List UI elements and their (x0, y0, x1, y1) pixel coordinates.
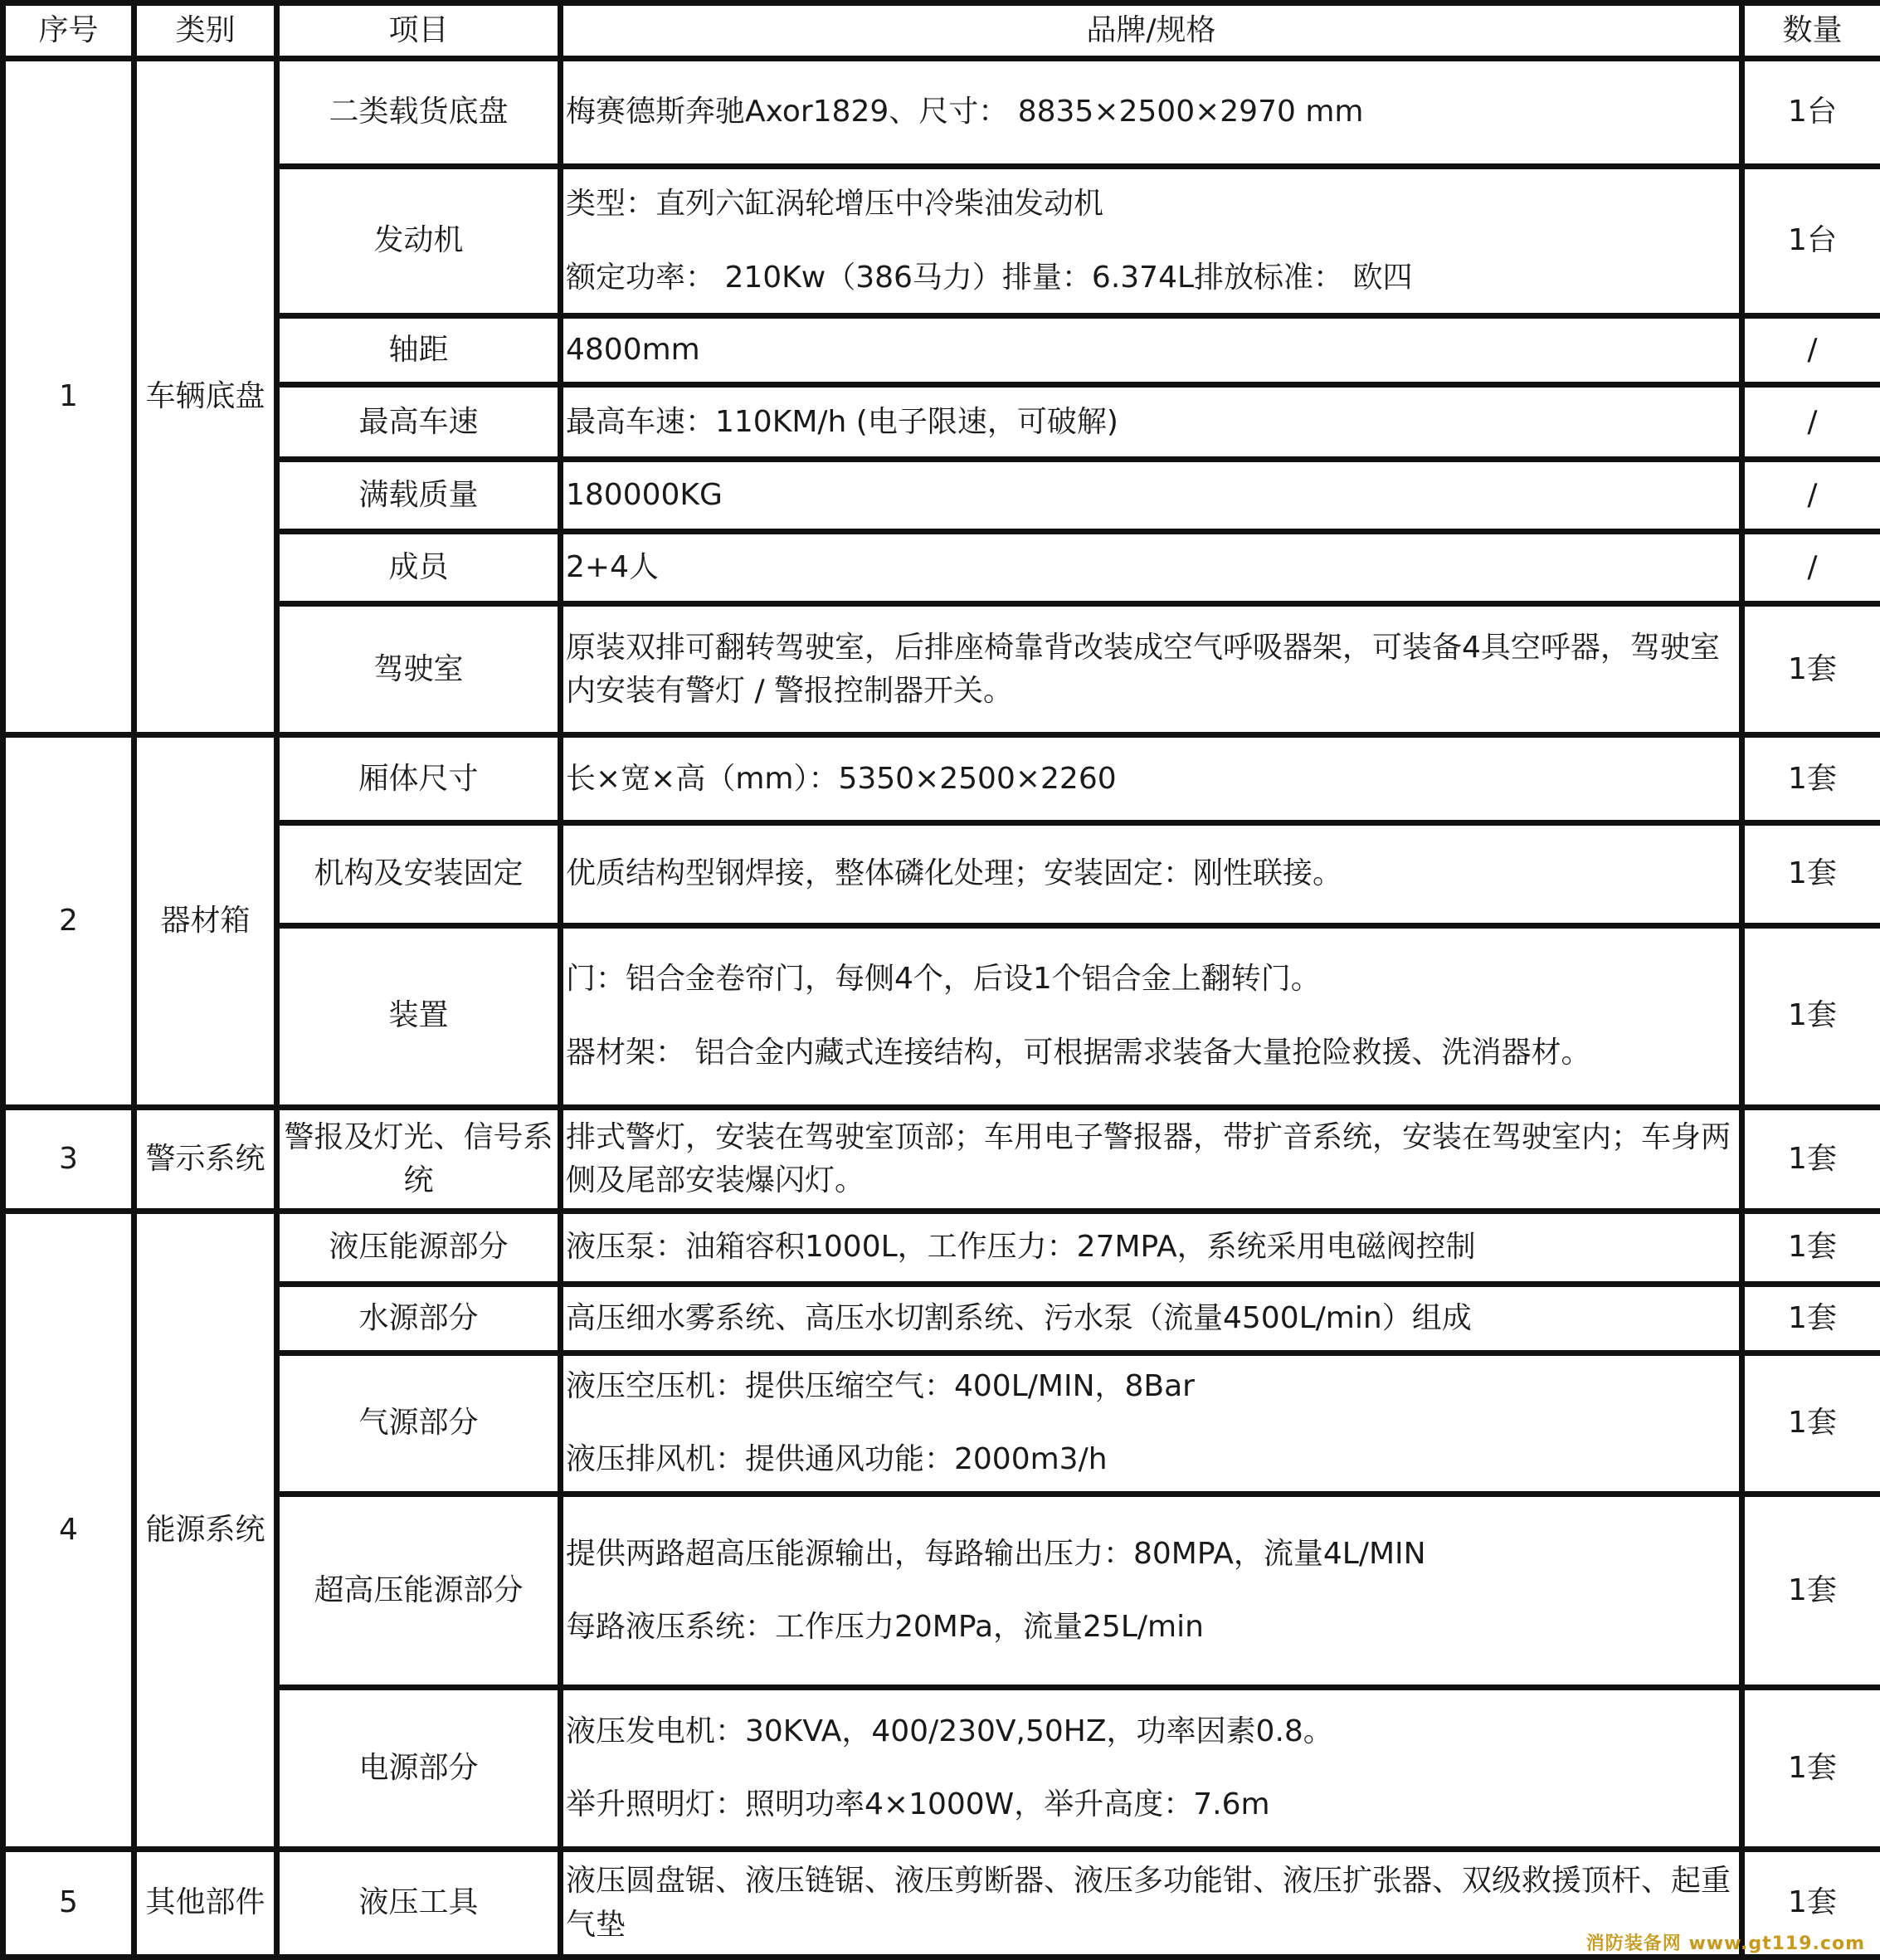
quantity-cell: / (1742, 385, 1880, 459)
group-number: 1 (3, 59, 134, 735)
table-row (3, 1284, 1880, 1353)
quantity-cell: 1台 (1742, 166, 1880, 316)
quantity-cell: 1套 (1742, 1107, 1880, 1212)
group-number: 5 (3, 1850, 134, 1958)
item-cell: 装置 (277, 925, 561, 1107)
spec-cell (561, 925, 1742, 1107)
item-cell: 警报及灯光、信号系统 (277, 1107, 561, 1212)
table-row (3, 1353, 1880, 1494)
spec-line: 类型：直列六缸涡轮增压中冷柴油发动机 (566, 187, 1104, 222)
spec-line: 最高车速：110KM/h (电子限速，可破解) (566, 404, 1118, 439)
spec-line: 液压圆盘锯、液压链锯、液压剪断器、液压多功能钳、液压扩张器、双级救援顶杆、起重气垫 (566, 1864, 1731, 1942)
spec-line: 举升照明灯：照明功率4×1000W，举升高度：7.6m (566, 1787, 1270, 1822)
group-category: 其他部件 (134, 1850, 277, 1958)
spec-line: 长×宽×高（mm）：5350×2500×2260 (566, 761, 1117, 796)
header-row (3, 3, 1880, 59)
table-row (3, 531, 1880, 603)
quantity-cell: / (1742, 459, 1880, 531)
group-category: 警示系统 (134, 1107, 277, 1212)
item-cell: 水源部分 (277, 1284, 561, 1353)
spec-cell (561, 1284, 1742, 1353)
table-row (3, 459, 1880, 531)
header-item: 项目 (277, 3, 561, 59)
table-row (3, 166, 1880, 316)
item-cell: 轴距 (277, 316, 561, 385)
table-row (3, 735, 1880, 822)
spec-line: 优质结构型钢焊接，整体磷化处理；安装固定：刚性联接。 (566, 856, 1343, 891)
header-no: 序号 (3, 3, 134, 59)
quantity-cell: 1套 (1742, 1353, 1880, 1494)
quantity-cell: 1套 (1742, 1494, 1880, 1688)
item-cell: 电源部分 (277, 1688, 561, 1850)
spec-cell (561, 1494, 1742, 1688)
spec-line: 液压发电机：30KVA，400/230V,50HZ，功率因素0.8。 (566, 1714, 1333, 1749)
spec-cell (561, 822, 1742, 925)
spec-line: 液压泵：油箱容积1000L，工作压力：27MPA，系统采用电磁阀控制 (566, 1230, 1476, 1265)
group-category: 能源系统 (134, 1212, 277, 1850)
item-cell: 气源部分 (277, 1353, 561, 1494)
item-cell: 液压能源部分 (277, 1212, 561, 1284)
header-category: 类别 (134, 3, 277, 59)
spec-line: 提供两路超高压能源输出，每路输出压力：80MPA，流量4L/MIN (566, 1537, 1426, 1572)
spec-cell (561, 316, 1742, 385)
quantity-cell: 1套 (1742, 735, 1880, 822)
header-qty: 数量 (1742, 3, 1880, 59)
spec-line: 额定功率： 210Kw（386马力）排量：6.374L排放标准： 欧四 (566, 260, 1413, 295)
table-row (3, 1688, 1880, 1850)
table-row (3, 822, 1880, 925)
spec-line: 180000KG (566, 477, 723, 512)
quantity-cell: 1套 (1742, 1212, 1880, 1284)
spec-cell (561, 735, 1742, 822)
item-cell: 驾驶室 (277, 604, 561, 735)
table-row (3, 925, 1880, 1107)
item-cell: 二类载货底盘 (277, 59, 561, 167)
table-row (3, 1494, 1880, 1688)
item-cell: 机构及安装固定 (277, 822, 561, 925)
spec-line: 4800mm (566, 333, 700, 368)
spec-cell (561, 1850, 1742, 1958)
spec-cell (561, 1107, 1742, 1212)
table-row (3, 316, 1880, 385)
spec-cell (561, 459, 1742, 531)
group-number: 2 (3, 735, 134, 1107)
spec-line: 液压空压机：提供压缩空气：400L/MIN，8Bar (566, 1369, 1195, 1404)
spec-line: 每路液压系统：工作压力20MPa，流量25L/min (566, 1610, 1204, 1645)
spec-line: 门：铝合金卷帘门，每侧4个，后设1个铝合金上翻转门。 (566, 962, 1321, 997)
spec-cell (561, 1353, 1742, 1494)
group-number: 4 (3, 1212, 134, 1850)
spec-cell (561, 531, 1742, 603)
item-cell: 超高压能源部分 (277, 1494, 561, 1688)
table-row (3, 1212, 1880, 1284)
quantity-cell: 1套 (1742, 925, 1880, 1107)
table-row (3, 385, 1880, 459)
spec-cell (561, 166, 1742, 316)
item-cell: 满载质量 (277, 459, 561, 531)
spec-line: 2+4人 (566, 549, 659, 584)
spec-cell (561, 604, 1742, 735)
spec-cell (561, 1212, 1742, 1284)
quantity-cell: 1套 (1742, 822, 1880, 925)
header-spec: 品牌/规格 (561, 3, 1742, 59)
quantity-cell: / (1742, 316, 1880, 385)
table-row (3, 604, 1880, 735)
table-row (3, 59, 1880, 167)
spec-line: 液压排风机：提供通风功能：2000m3/h (566, 1442, 1108, 1477)
spec-cell (561, 1688, 1742, 1850)
item-cell: 发动机 (277, 166, 561, 316)
spec-line: 器材架： 铝合金内藏式连接结构，可根据需求装备大量抢险救援、洗消器材。 (566, 1035, 1591, 1070)
quantity-cell: 1台 (1742, 59, 1880, 167)
spec-cell (561, 385, 1742, 459)
table-row (3, 1107, 1880, 1212)
item-cell: 最高车速 (277, 385, 561, 459)
quantity-cell: 1套 (1742, 1850, 1880, 1958)
watermark-logo: 消防装备网 www.gt119.com (1585, 1933, 1865, 1954)
item-cell: 成员 (277, 531, 561, 603)
quantity-cell: 1套 (1742, 1284, 1880, 1353)
spec-cell (561, 59, 1742, 167)
spec-line: 原装双排可翻转驾驶室，后排座椅靠背改装成空气呼吸器架，可装备4具空呼器，驾驶室内安装有警灯 / 警报控制器开关。 (566, 630, 1720, 708)
group-category: 器材箱 (134, 735, 277, 1107)
item-cell: 厢体尺寸 (277, 735, 561, 822)
group-category: 车辆底盘 (134, 59, 277, 735)
quantity-cell: 1套 (1742, 604, 1880, 735)
quantity-cell: 1套 (1742, 1688, 1880, 1850)
spec-line: 梅赛德斯奔驰Axor1829、尺寸： 8835×2500×2970 mm (566, 95, 1364, 129)
quantity-cell: / (1742, 531, 1880, 603)
spec-line: 排式警灯，安装在驾驶室顶部；车用电子警报器，带扩音系统，安装在驾驶室内；车身两侧及尾部安装爆闪灯。 (566, 1119, 1731, 1197)
spec-line: 高压细水雾系统、高压水切割系统、污水泵（流量4500L/min）组成 (566, 1300, 1472, 1335)
item-cell: 液压工具 (277, 1850, 561, 1958)
group-number: 3 (3, 1107, 134, 1212)
